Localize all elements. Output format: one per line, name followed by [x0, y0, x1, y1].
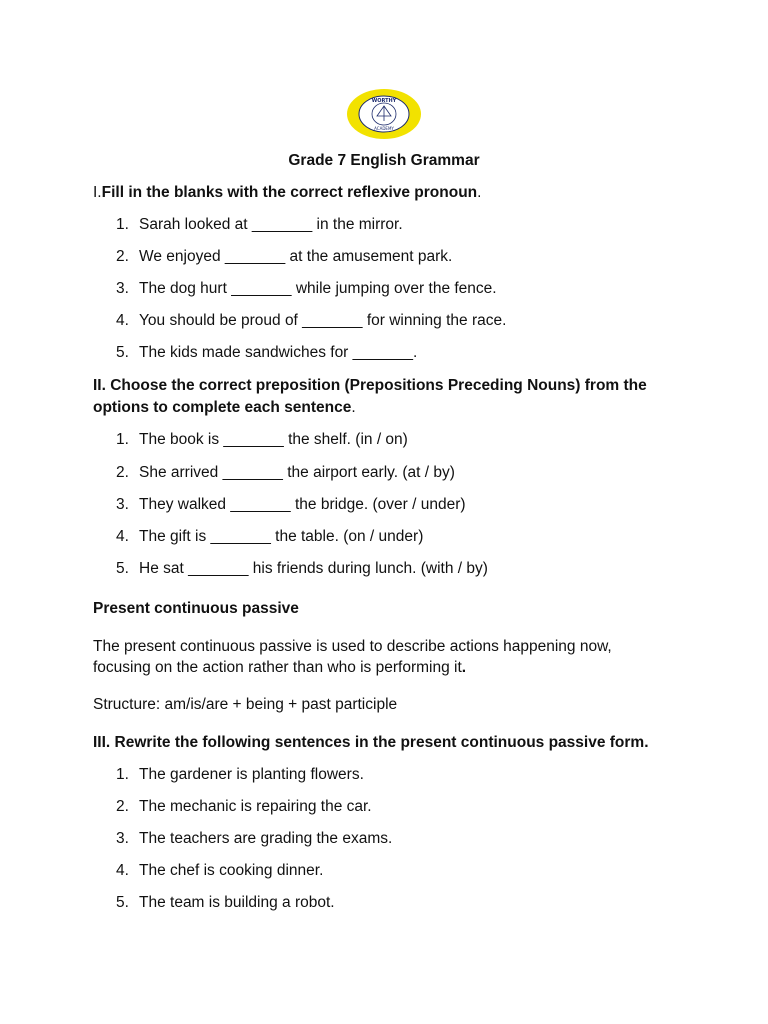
- svg-text:ACADEMY: ACADEMY: [374, 126, 394, 131]
- list-item: 1. Sarah looked at _______ in the mirror.: [116, 216, 403, 233]
- list-item: 4. You should be proud of _______ for winning the race.: [116, 312, 507, 329]
- list-item: 1. The gardener is planting flowers.: [116, 766, 364, 783]
- list-item: 2. The mechanic is repairing the car.: [116, 798, 372, 815]
- list-item: 5. The kids made sandwiches for _______.: [116, 344, 418, 361]
- list-item: 5. The team is building a robot.: [116, 894, 335, 911]
- list-item: 3. The teachers are grading the exams.: [116, 830, 393, 847]
- grammar-description-line-1: The present continuous passive is used to describe actions happening now,: [93, 638, 612, 655]
- svg-text:WORTHY: WORTHY: [371, 98, 397, 104]
- school-logo: [346, 88, 422, 140]
- page-title: Grade 7 English Grammar: [288, 152, 480, 169]
- list-item: 3. They walked _______ the bridge. (over / under): [116, 496, 466, 513]
- grammar-description-line-2: focusing on the action rather than who is performing it.: [93, 659, 467, 676]
- grammar-heading: Present continuous passive: [93, 600, 299, 617]
- list-item: 3. The dog hurt _______ while jumping over the fence.: [116, 280, 497, 297]
- list-item: 1. The book is _______ the shelf. (in / on): [116, 431, 408, 448]
- section-2-heading-line-1: II. Choose the correct preposition (Prepositions Preceding Nouns) from the: [93, 377, 647, 394]
- grammar-structure: Structure: am/is/are + being + past participle: [93, 696, 398, 713]
- list-item: 2. She arrived _______ the airport early. (at / by): [116, 464, 455, 481]
- list-item: 5. He sat _______ his friends during lunch. (with / by): [116, 560, 488, 577]
- section-1-heading: I.Fill in the blanks with the correct reflexive pronoun.: [93, 184, 482, 201]
- section-3-heading: III. Rewrite the following sentences in the present continuous passive form.: [93, 734, 649, 751]
- list-item: 4. The chef is cooking dinner.: [116, 862, 324, 879]
- list-item: 2. We enjoyed _______ at the amusement park.: [116, 248, 453, 265]
- list-item: 4. The gift is _______ the table. (on / under): [116, 528, 424, 545]
- section-2-heading-line-2: options to complete each sentence.: [93, 399, 356, 416]
